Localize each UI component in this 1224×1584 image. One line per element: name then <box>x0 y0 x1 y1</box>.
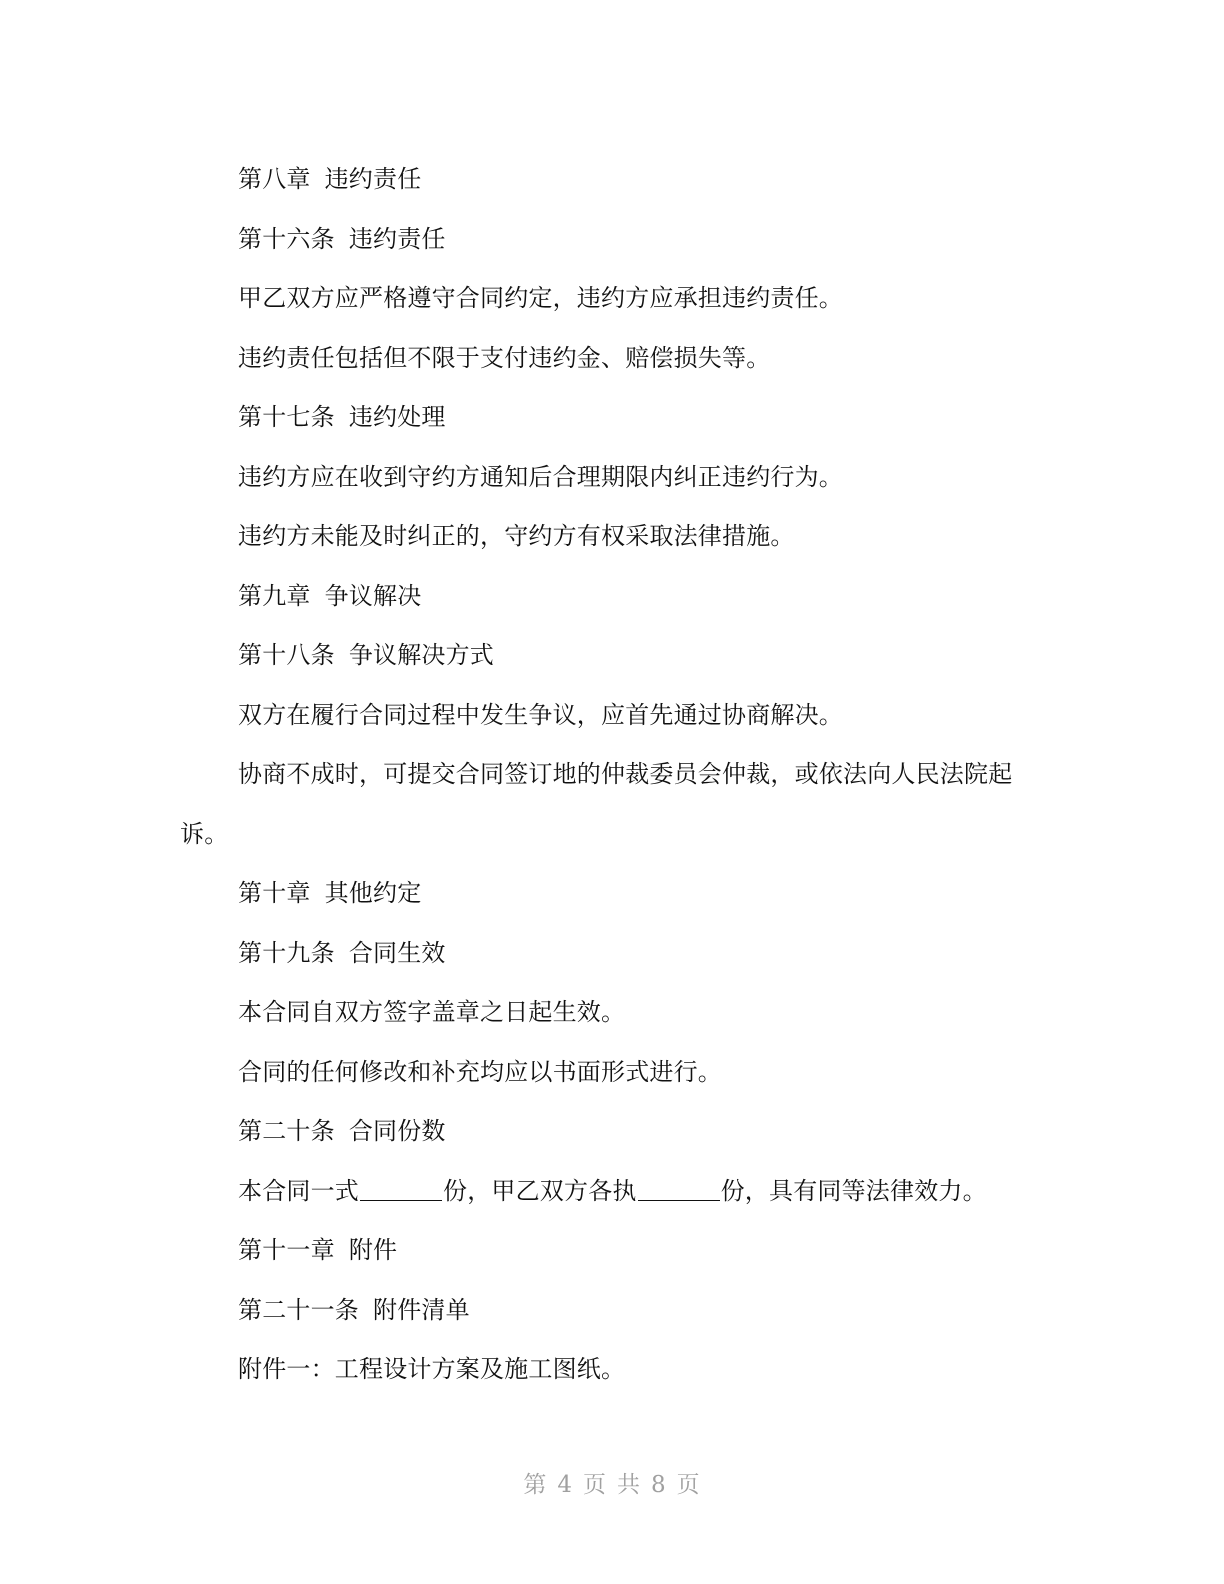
text-segment: 本合同一式 <box>238 1176 359 1205</box>
chapter-title: 违约责任 <box>324 165 422 193</box>
article-heading <box>180 924 1020 984</box>
chapter-number: 第九章 <box>238 581 311 610</box>
paragraph: 本合同自双方签字盖章之日起生效。 <box>238 998 626 1026</box>
paragraph: 甲乙双方应严格遵守合同约定，违约方应承担违约责任。 <box>238 284 843 312</box>
chapter-title: 附件 <box>348 1236 398 1264</box>
chapter-heading <box>180 567 1020 627</box>
text-segment: 份，甲乙双方各执 <box>443 1176 637 1205</box>
paragraph: 违约方应在收到守约方通知后合理期限内纠正违约行为。 <box>238 462 843 491</box>
article-title: 违约责任 <box>348 224 446 253</box>
page-footer <box>0 1466 1224 1499</box>
document-body <box>180 150 1020 1400</box>
article-title: 附件清单 <box>373 1295 470 1324</box>
paragraph: 协商不成时，可提交合同签订地的仲裁委员会仲裁，或依法向人民法院起 <box>238 760 1013 788</box>
chapter-number: 第八章 <box>238 165 311 193</box>
total-label: 共 <box>617 1472 641 1498</box>
paragraph: 违约方未能及时纠正的，守约方有权采取法律措施。 <box>238 522 795 550</box>
paragraph-with-blanks <box>180 1162 1020 1222</box>
chapter-title: 争议解决 <box>324 581 422 610</box>
article-number: 第十八条 <box>238 641 335 669</box>
fill-in-blank <box>360 1180 442 1201</box>
paragraph: 附件一：工程设计方案及施工图纸。 <box>238 1355 626 1383</box>
article-heading <box>180 1281 1020 1341</box>
paragraph-continuation: 诉。 <box>180 819 229 848</box>
article-heading <box>180 210 1020 270</box>
article-title: 合同份数 <box>348 1117 446 1145</box>
page-label: 页 <box>583 1472 607 1498</box>
chapter-heading <box>180 1221 1020 1281</box>
article-number: 第十六条 <box>238 224 335 253</box>
article-heading <box>180 388 1020 448</box>
article-heading <box>180 1102 1020 1162</box>
chapter-heading <box>180 150 1020 210</box>
chapter-number: 第十章 <box>238 879 311 907</box>
page-label: 第 <box>523 1472 548 1498</box>
fill-in-blank <box>638 1180 720 1201</box>
text-segment: 份，具有同等法律效力。 <box>720 1176 987 1205</box>
article-number: 第二十条 <box>238 1117 335 1145</box>
article-title: 合同生效 <box>348 938 446 967</box>
page-label: 页 <box>676 1472 701 1498</box>
chapter-heading <box>180 864 1020 924</box>
article-number: 第十七条 <box>238 403 335 431</box>
article-title: 违约处理 <box>348 403 446 431</box>
chapter-title: 其他约定 <box>324 879 422 907</box>
article-heading <box>180 626 1020 686</box>
article-number: 第十九条 <box>238 938 335 967</box>
paragraph: 合同的任何修改和补充均应以书面形式进行。 <box>238 1057 722 1086</box>
total-pages-number: 8 <box>651 1472 667 1498</box>
paragraph: 双方在履行合同过程中发生争议，应首先通过协商解决。 <box>238 700 843 729</box>
current-page-number: 4 <box>557 1472 573 1498</box>
paragraph: 违约责任包括但不限于支付违约金、赔偿损失等。 <box>238 343 771 372</box>
article-title: 争议解决方式 <box>348 641 495 669</box>
article-number: 第二十一条 <box>238 1295 359 1324</box>
chapter-number: 第十一章 <box>238 1236 335 1264</box>
